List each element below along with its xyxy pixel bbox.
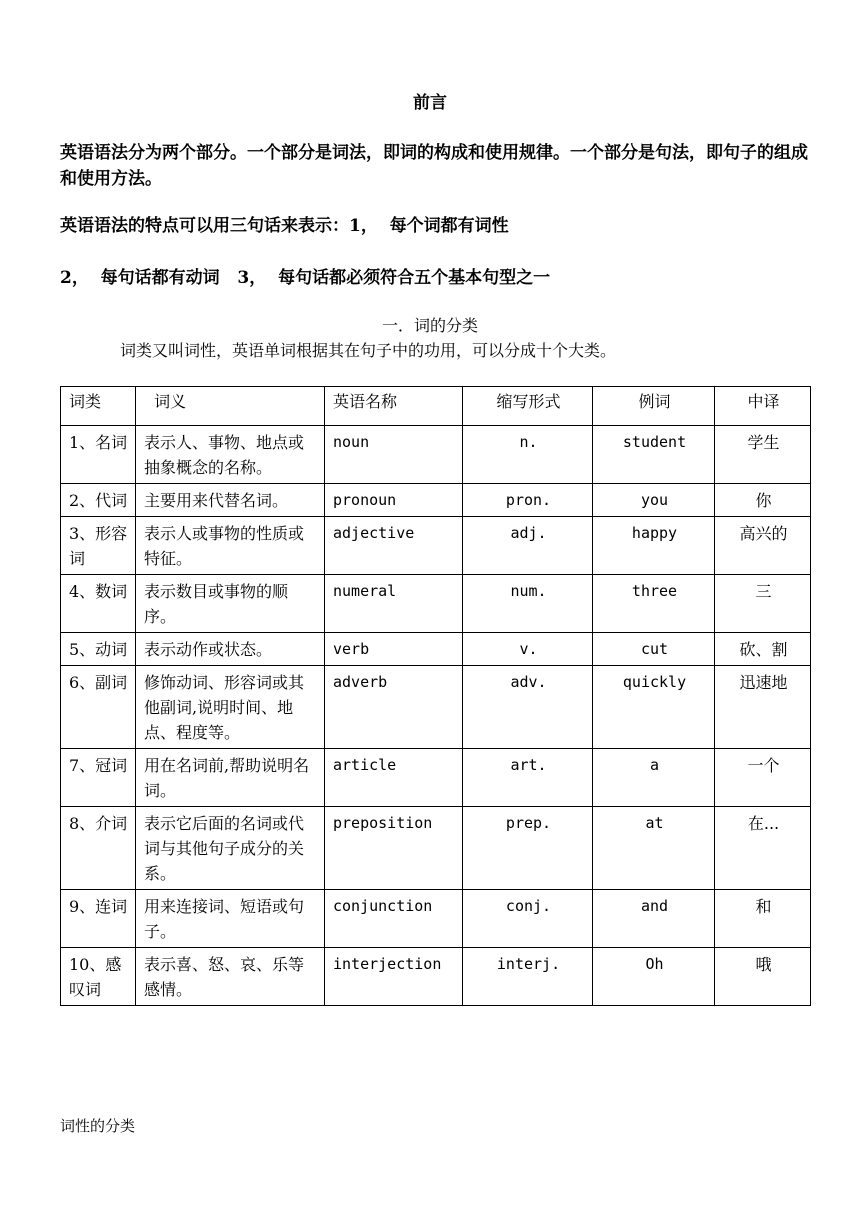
table-row [61,633,811,666]
cell-category: 8、介词 [61,807,136,890]
cell-english-name: verb [325,633,463,666]
cell-meaning: 主要用来代替名词。 [136,484,325,517]
cell-category: 3、形容词 [61,517,136,575]
header-meaning: 词义 [136,387,325,426]
cell-abbreviation: v. [463,633,593,666]
header-abbreviation: 缩写形式 [463,387,593,426]
cell-meaning: 用来连接词、短语或句子。 [136,890,325,948]
cell-translation: 一个 [715,749,811,807]
cell-translation: 学生 [715,426,811,484]
cell-meaning: 表示人或事物的性质或特征。 [136,517,325,575]
cell-meaning: 表示数目或事物的顺序。 [136,575,325,633]
cell-category: 6、副词 [61,666,136,749]
cell-example: happy [593,517,715,575]
word-class-table [60,386,811,1006]
cell-translation: 在... [715,807,811,890]
cell-meaning: 表示人、事物、地点或抽象概念的名称。 [136,426,325,484]
table-header-row [61,387,811,426]
section-intro: 词类又叫词性，英语单词根据其在句子中的功用，可以分成十个大类。 [120,341,617,360]
cell-example: and [593,890,715,948]
table-row [61,948,811,1006]
page-title: 前言 [413,93,447,113]
table-row [61,517,811,575]
cell-category: 5、动词 [61,633,136,666]
table-body [61,426,811,1006]
cell-example: a [593,749,715,807]
cell-english-name: pronoun [325,484,463,517]
cell-english-name: conjunction [325,890,463,948]
cell-meaning: 表示它后面的名词或代词与其他句子成分的关系。 [136,807,325,890]
header-translation: 中译 [715,387,811,426]
section-heading: 一．词的分类 [381,316,478,335]
cell-translation: 迅速地 [715,666,811,749]
cell-english-name: interjection [325,948,463,1006]
cell-abbreviation: art. [463,749,593,807]
cell-example: you [593,484,715,517]
cell-example: at [593,807,715,890]
table-row [61,484,811,517]
cell-translation: 高兴的 [715,517,811,575]
table-row [61,666,811,749]
cell-category: 10、感叹词 [61,948,136,1006]
cell-meaning: 表示动作或状态。 [136,633,325,666]
cell-example: Oh [593,948,715,1006]
cell-meaning: 表示喜、怒、哀、乐等感情。 [136,948,325,1006]
features-paragraph-continued: 2， 每句话都有动词 3， 每句话都必须符合五个基本句型之一 [60,268,551,288]
cell-category: 9、连词 [61,890,136,948]
cell-abbreviation: interj. [463,948,593,1006]
cell-meaning: 用在名词前,帮助说明名词。 [136,749,325,807]
cell-translation: 砍、割 [715,633,811,666]
cell-example: quickly [593,666,715,749]
cell-category: 2、代词 [61,484,136,517]
features-paragraph: 英语语法的特点可以用三句话来表示：1， 每个词都有词性 [60,216,509,236]
table-row [61,890,811,948]
table-row [61,807,811,890]
cell-english-name: adverb [325,666,463,749]
cell-translation: 和 [715,890,811,948]
cell-english-name: adjective [325,517,463,575]
table-row [61,426,811,484]
cell-category: 4、数词 [61,575,136,633]
cell-english-name: numeral [325,575,463,633]
cell-category: 1、名词 [61,426,136,484]
intro-paragraph: 英语语法分为两个部分。一个部分是词法，即词的构成和使用规律。一个部分是句法，即句子的组成和使用方法。 [60,143,808,189]
cell-english-name: preposition [325,807,463,890]
cell-example: student [593,426,715,484]
cell-abbreviation: conj. [463,890,593,948]
cell-english-name: article [325,749,463,807]
cell-translation: 哦 [715,948,811,1006]
header-english-name: 英语名称 [325,387,463,426]
cell-abbreviation: pron. [463,484,593,517]
cell-category: 7、冠词 [61,749,136,807]
footer-text: 词性的分类 [60,1117,136,1135]
cell-abbreviation: n. [463,426,593,484]
cell-english-name: noun [325,426,463,484]
header-example: 例词 [593,387,715,426]
table-row [61,575,811,633]
cell-example: three [593,575,715,633]
cell-abbreviation: adj. [463,517,593,575]
cell-translation: 你 [715,484,811,517]
header-category: 词类 [61,387,136,426]
cell-abbreviation: prep. [463,807,593,890]
cell-abbreviation: adv. [463,666,593,749]
cell-abbreviation: num. [463,575,593,633]
cell-meaning: 修饰动词、形容词或其他副词,说明时间、地点、程度等。 [136,666,325,749]
cell-example: cut [593,633,715,666]
table-row [61,749,811,807]
cell-translation: 三 [715,575,811,633]
